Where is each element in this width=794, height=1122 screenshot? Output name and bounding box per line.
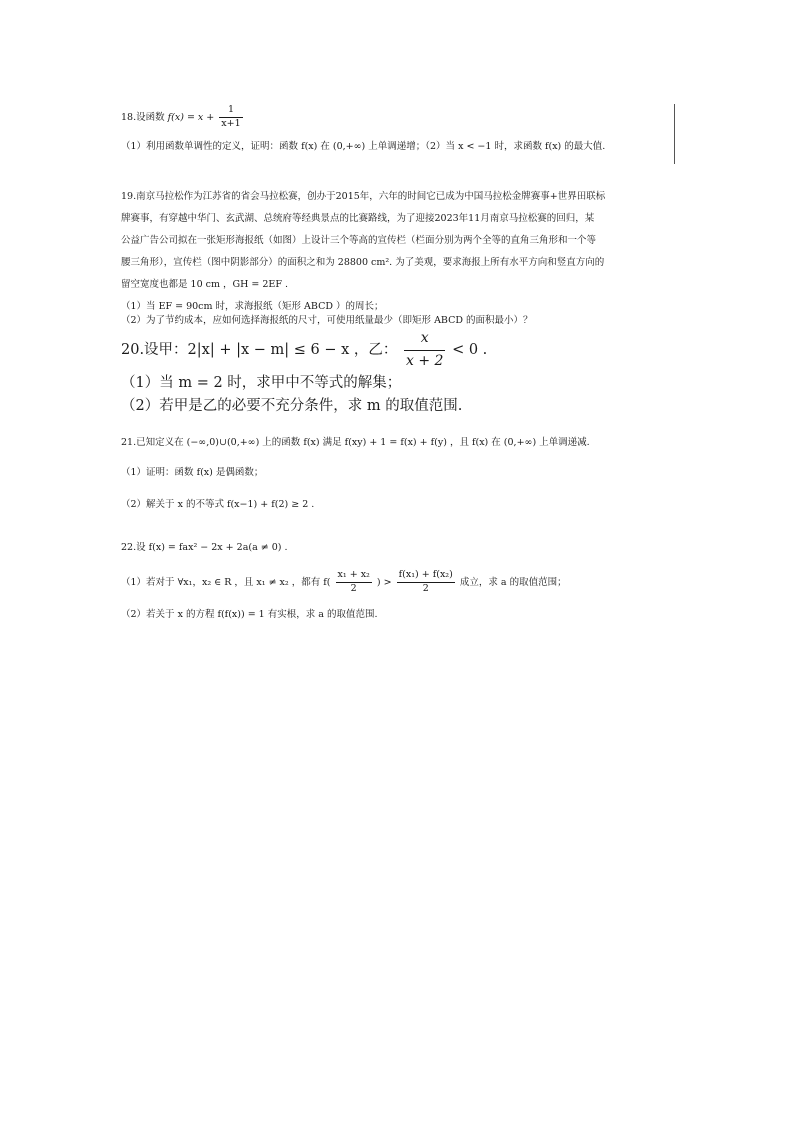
q18-frac-numerator: 1 <box>227 104 234 115</box>
q22-frac2-denominator: 2 <box>397 582 455 596</box>
q19-line-2: 牌赛事，有穿越中华门、玄武湖、总统府等经典景点的比赛路线，为了迎接2023年11月南京马拉松赛的回归，某 <box>121 213 595 224</box>
q22-part-2: （2）若关于 x 的方程 f(f(x)) = 1 有实根，求 a 的取值范围. <box>121 609 378 621</box>
q18-parts: （1）利用函数单调性的定义，证明：函数 f(x) 在 (0,+∞) 上单调递增；（2）当 x < −1 时，求函数 f(x) 的最大值. <box>121 140 606 152</box>
q18-stem <box>121 104 681 131</box>
q22-frac1-numerator: x₁ + x₂ <box>337 568 370 580</box>
q20-frac-denominator: x + 2 <box>404 350 445 373</box>
question-22 <box>121 542 691 622</box>
q21-part-2: （2）解关于 x 的不等式 f(x−1) + f(2) ≥ 2 . <box>121 498 315 510</box>
q22-stem: 22.设 f(x) = fax² − 2x + 2a(a ≠ 0) . <box>121 542 288 553</box>
q18-frac-denominator: x+1 <box>221 117 241 129</box>
q21-stem: 21.已知定义在 (−∞,0)∪(0,+∞) 上的函数 f(x) 满足 f(xy) + 1 = f(x) + f(y) ，且 f(x) 在 (0,+∞) 上单调递减. <box>121 437 590 448</box>
q19-line-1: 19.南京马拉松作为江苏省的省会马拉松赛，创办于2015年，六年的时间它已成为中国马拉松金牌赛事+世界田联标 <box>121 191 606 202</box>
q22-frac2-numerator: f(x₁) + f(x₂) <box>398 568 453 580</box>
q21-part-1: （1）证明：函数 f(x) 是偶函数； <box>121 466 264 478</box>
q19-part-2: （2）为了节约成本，应如何选择海报纸的尺寸，可使用纸量最少（即矩形 ABCD 的面积最小）？ <box>121 315 533 326</box>
question-19 <box>121 186 681 328</box>
q20-stem-b: < 0 . <box>452 342 488 359</box>
question-18 <box>121 104 681 153</box>
q22-fraction-2 <box>397 569 455 596</box>
q22-part-1-c: 成立，求 a 的取值范围； <box>459 576 567 588</box>
q19-line-5: 留空宽度也都是 10 cm ，GH = 2EF . <box>121 279 288 290</box>
question-21 <box>121 437 691 511</box>
q18-fraction <box>219 104 242 131</box>
q19-line-3: 公益广告公司拟在一张矩形海报纸（如图）上设计三个等高的宣传栏（栏面分别为两个全等的直角三角形和一个等 <box>121 235 597 246</box>
q18-function: f(x) = x + <box>167 111 215 123</box>
q22-part-1-b: ) > <box>376 576 392 588</box>
question-20 <box>121 328 681 417</box>
q22-part-1 <box>121 569 691 596</box>
q22-fraction-1 <box>336 569 372 596</box>
q19-part-1: （1）当 EF = 90cm 时，求海报纸（矩形 ABCD ）的周长； <box>121 301 384 312</box>
q20-part-1: （1）当 m = 2 时，求甲中不等式的解集； <box>121 375 402 392</box>
q22-part-1-a: （1）若对于 ∀x₁，x₂ ∈ R ，且 x₁ ≠ x₂ ，都有 f( <box>121 576 331 588</box>
q20-frac-numerator: x <box>420 330 429 346</box>
q18-stem-prefix: 18.设函数 <box>121 111 165 123</box>
q22-frac1-denominator: 2 <box>336 582 372 596</box>
q20-fraction <box>404 328 445 372</box>
q20-stem <box>121 328 681 372</box>
q20-stem-a: 20.设甲：2|x| + |x − m| ≤ 6 − x ，乙： <box>121 342 398 359</box>
q19-line-4: 腰三角形），宣传栏（图中阴影部分）的面积之和为 28800 cm². 为了美观，要求海报上所有水平方向和竖直方向的 <box>121 257 605 268</box>
q20-part-2: （2）若甲是乙的必要不充分条件，求 m 的取值范围. <box>121 397 463 414</box>
